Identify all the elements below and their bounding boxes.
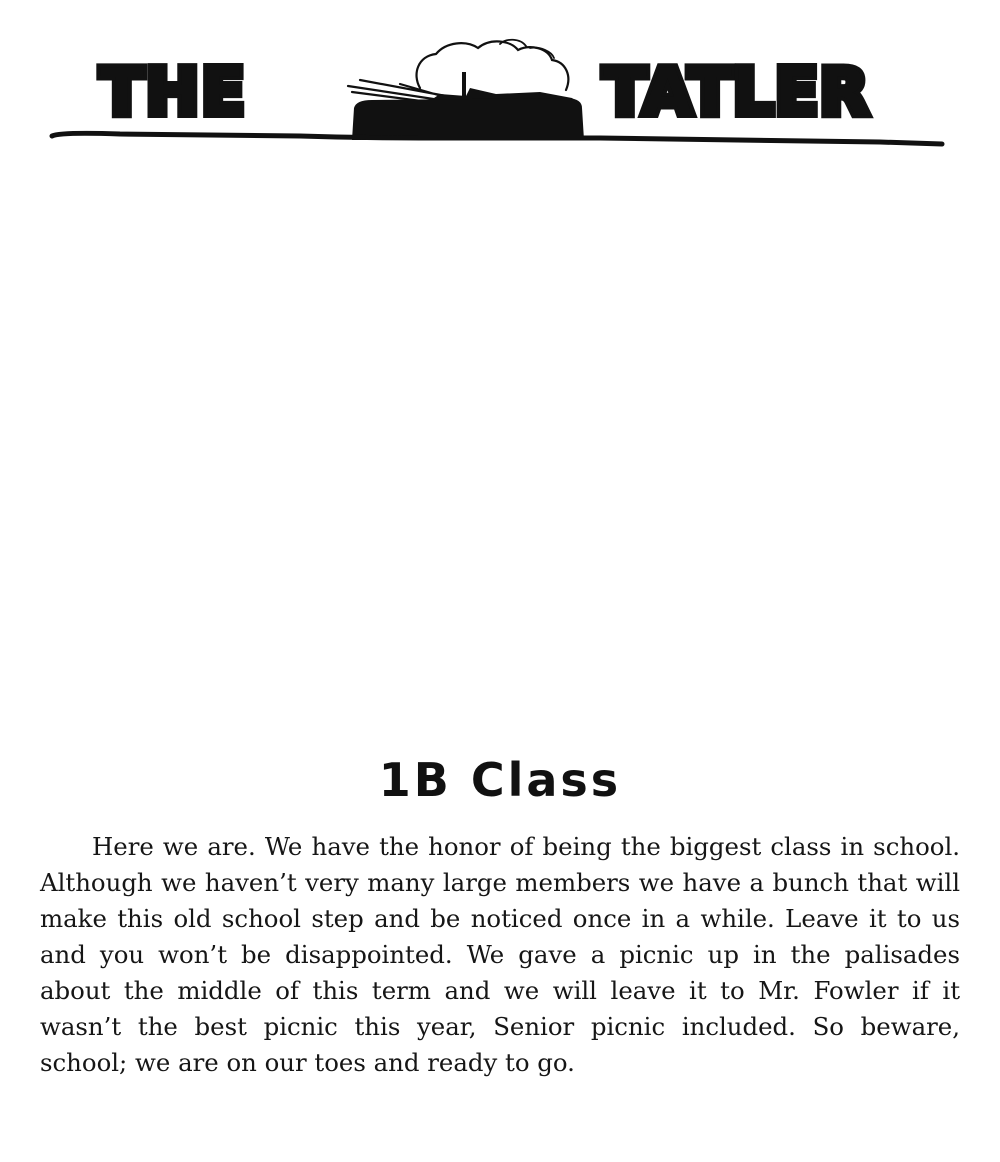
masthead <box>0 0 1000 160</box>
blank-photo-area <box>40 175 960 730</box>
smoke-cloud-icon <box>417 41 569 90</box>
masthead-title-right: TATLER <box>603 56 870 130</box>
class-article <box>40 748 960 1081</box>
article-title: 1B Class <box>378 753 622 807</box>
article-body: Here we are. We have the honor of being the biggest class in school. Although we haven’t very many large members we have a bunch that will make this old school step and be noticed once in a while. Leave it to us and you won’t be disappointed. We gave a picnic up in the palisades about the middle of this term and we will leave it to Mr. Fowler if it wasn’t the best picnic this year, Senior picnic included. So beware, school; we are on our toes and ready to go. <box>40 832 960 1077</box>
masthead-title-left: THE <box>100 56 247 130</box>
